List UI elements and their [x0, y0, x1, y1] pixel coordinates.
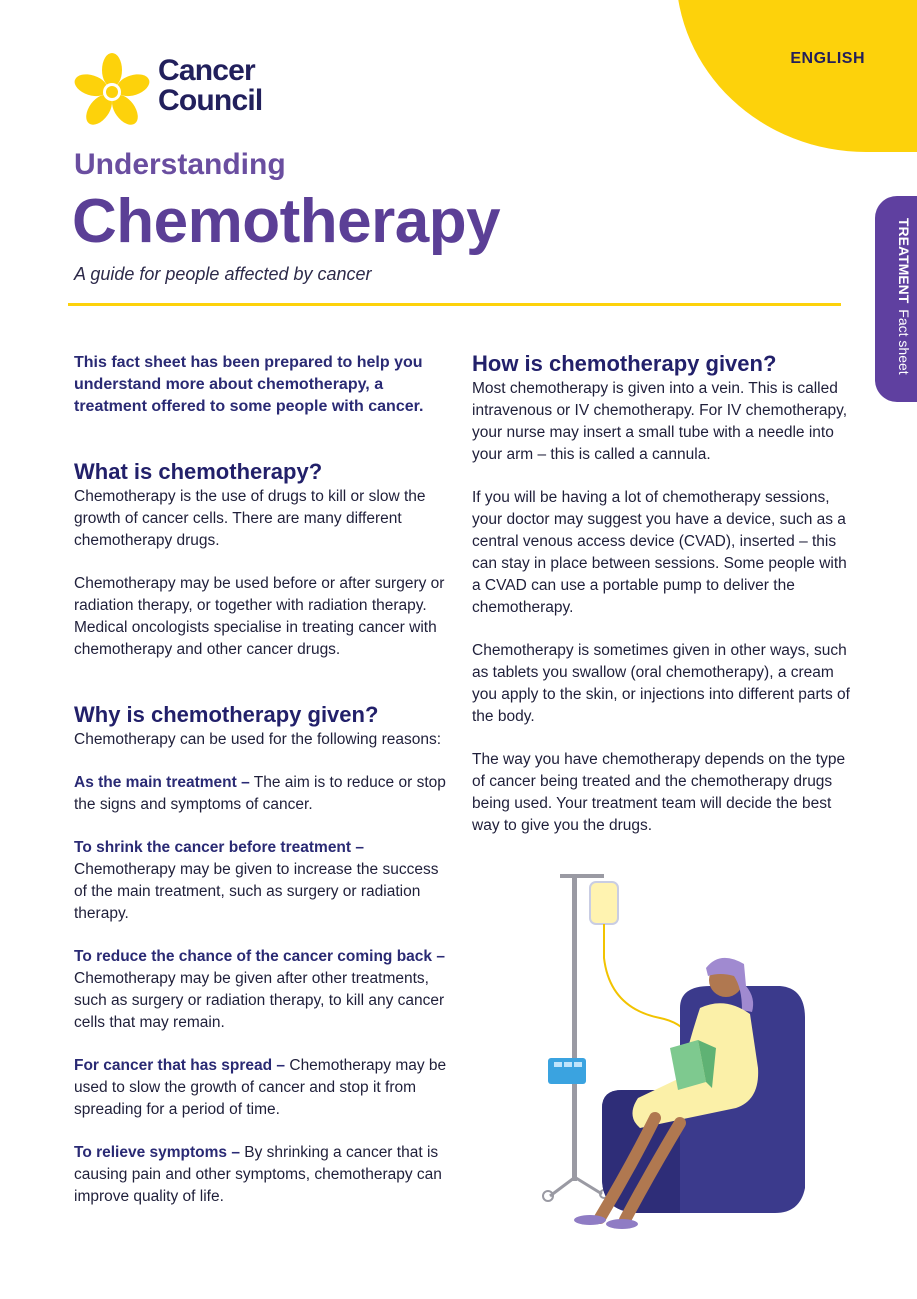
title-kicker: Understanding [74, 148, 286, 181]
paragraph: Chemotherapy can be used for the following reasons: [74, 731, 442, 748]
paragraph: Chemotherapy is the use of drugs to kill or slow the growth of cancer cells. There are many different chemotherapy drugs. [74, 488, 426, 549]
paragraph: Most chemotherapy is given into a vein. This is called intravenous or IV chemotherapy. For IV chemotherapy, your nurse may insert a small tube with a needle into your arm – this is called a cannula. [472, 380, 848, 463]
logo-wordmark: Cancer Council [158, 54, 263, 117]
paragraph: Chemotherapy may be used before or after surgery or radiation therapy, or together with radiation therapy. Medical oncologists specialise in treating cancer with chemotherapy and other cancer drugs. [74, 575, 445, 658]
section-heading-how: How is chemotherapy given? [472, 351, 777, 376]
side-tab-label [896, 218, 912, 375]
reason-item: To reduce the chance of the cancer coming back – Chemotherapy may be given after other treatments, such as surgery or radiation therapy, to kill any cancer cells that may remain. [74, 948, 445, 1031]
daffodil-icon [72, 52, 152, 132]
patient-chemotherapy-illustration [530, 868, 830, 1238]
paragraph: The way you have chemotherapy depends on the type of cancer being treated and the chemotherapy drugs being used. Your treatment team will decide the best way to give you the drugs. [472, 751, 846, 834]
side-tab-type: Fact sheet [896, 309, 912, 375]
page-subtitle: A guide for people affected by cancer [74, 264, 372, 284]
section-heading-what: What is chemotherapy? [74, 459, 323, 484]
side-tab-category: TREATMENT [896, 218, 912, 304]
reason-item: For cancer that has spread – Chemotherapy may be used to slow the growth of cancer and stop it from spreading for a period of time. [74, 1057, 447, 1118]
infusion-pump [548, 1058, 586, 1084]
reason-item: As the main treatment – The aim is to reduce or stop the signs and symptoms of cancer. [74, 774, 446, 813]
reason-item: To shrink the cancer before treatment – Chemotherapy may be given to increase the success of the main treatment, such as surgery or radiation therapy. [74, 839, 439, 922]
section-heading-why: Why is chemotherapy given? [74, 702, 379, 727]
intro-text: This fact sheet has been prepared to help you understand more about chemotherapy, a treatment offered to some people with cancer. [74, 354, 424, 415]
decorative-yellow-shape [676, 0, 917, 152]
paragraph: Chemotherapy is sometimes given in other ways, such as tablets you swallow (oral chemotherapy), a cream you apply to the skin, or injections into different parts of the body. [472, 642, 850, 725]
reason-item: To relieve symptoms – By shrinking a cancer that is causing pain and other symptoms, chemotherapy can improve quality of life. [74, 1144, 442, 1205]
header-divider [68, 303, 841, 306]
left-column [74, 352, 449, 1229]
page-title: Chemotherapy [72, 187, 501, 256]
right-column [472, 350, 852, 858]
paragraph: If you will be having a lot of chemotherapy sessions, your doctor may suggest you have a device, such as a central venous access device (CVAD), inserted – this can stay in place between sessions. Some people with a CVAD can use a portable pump to deliver the chemotherapy. [472, 489, 847, 616]
iv-bag [590, 882, 618, 924]
iv-pole [572, 876, 577, 1181]
cancer-council-logo [72, 50, 282, 130]
language-label: ENGLISH [790, 50, 865, 67]
